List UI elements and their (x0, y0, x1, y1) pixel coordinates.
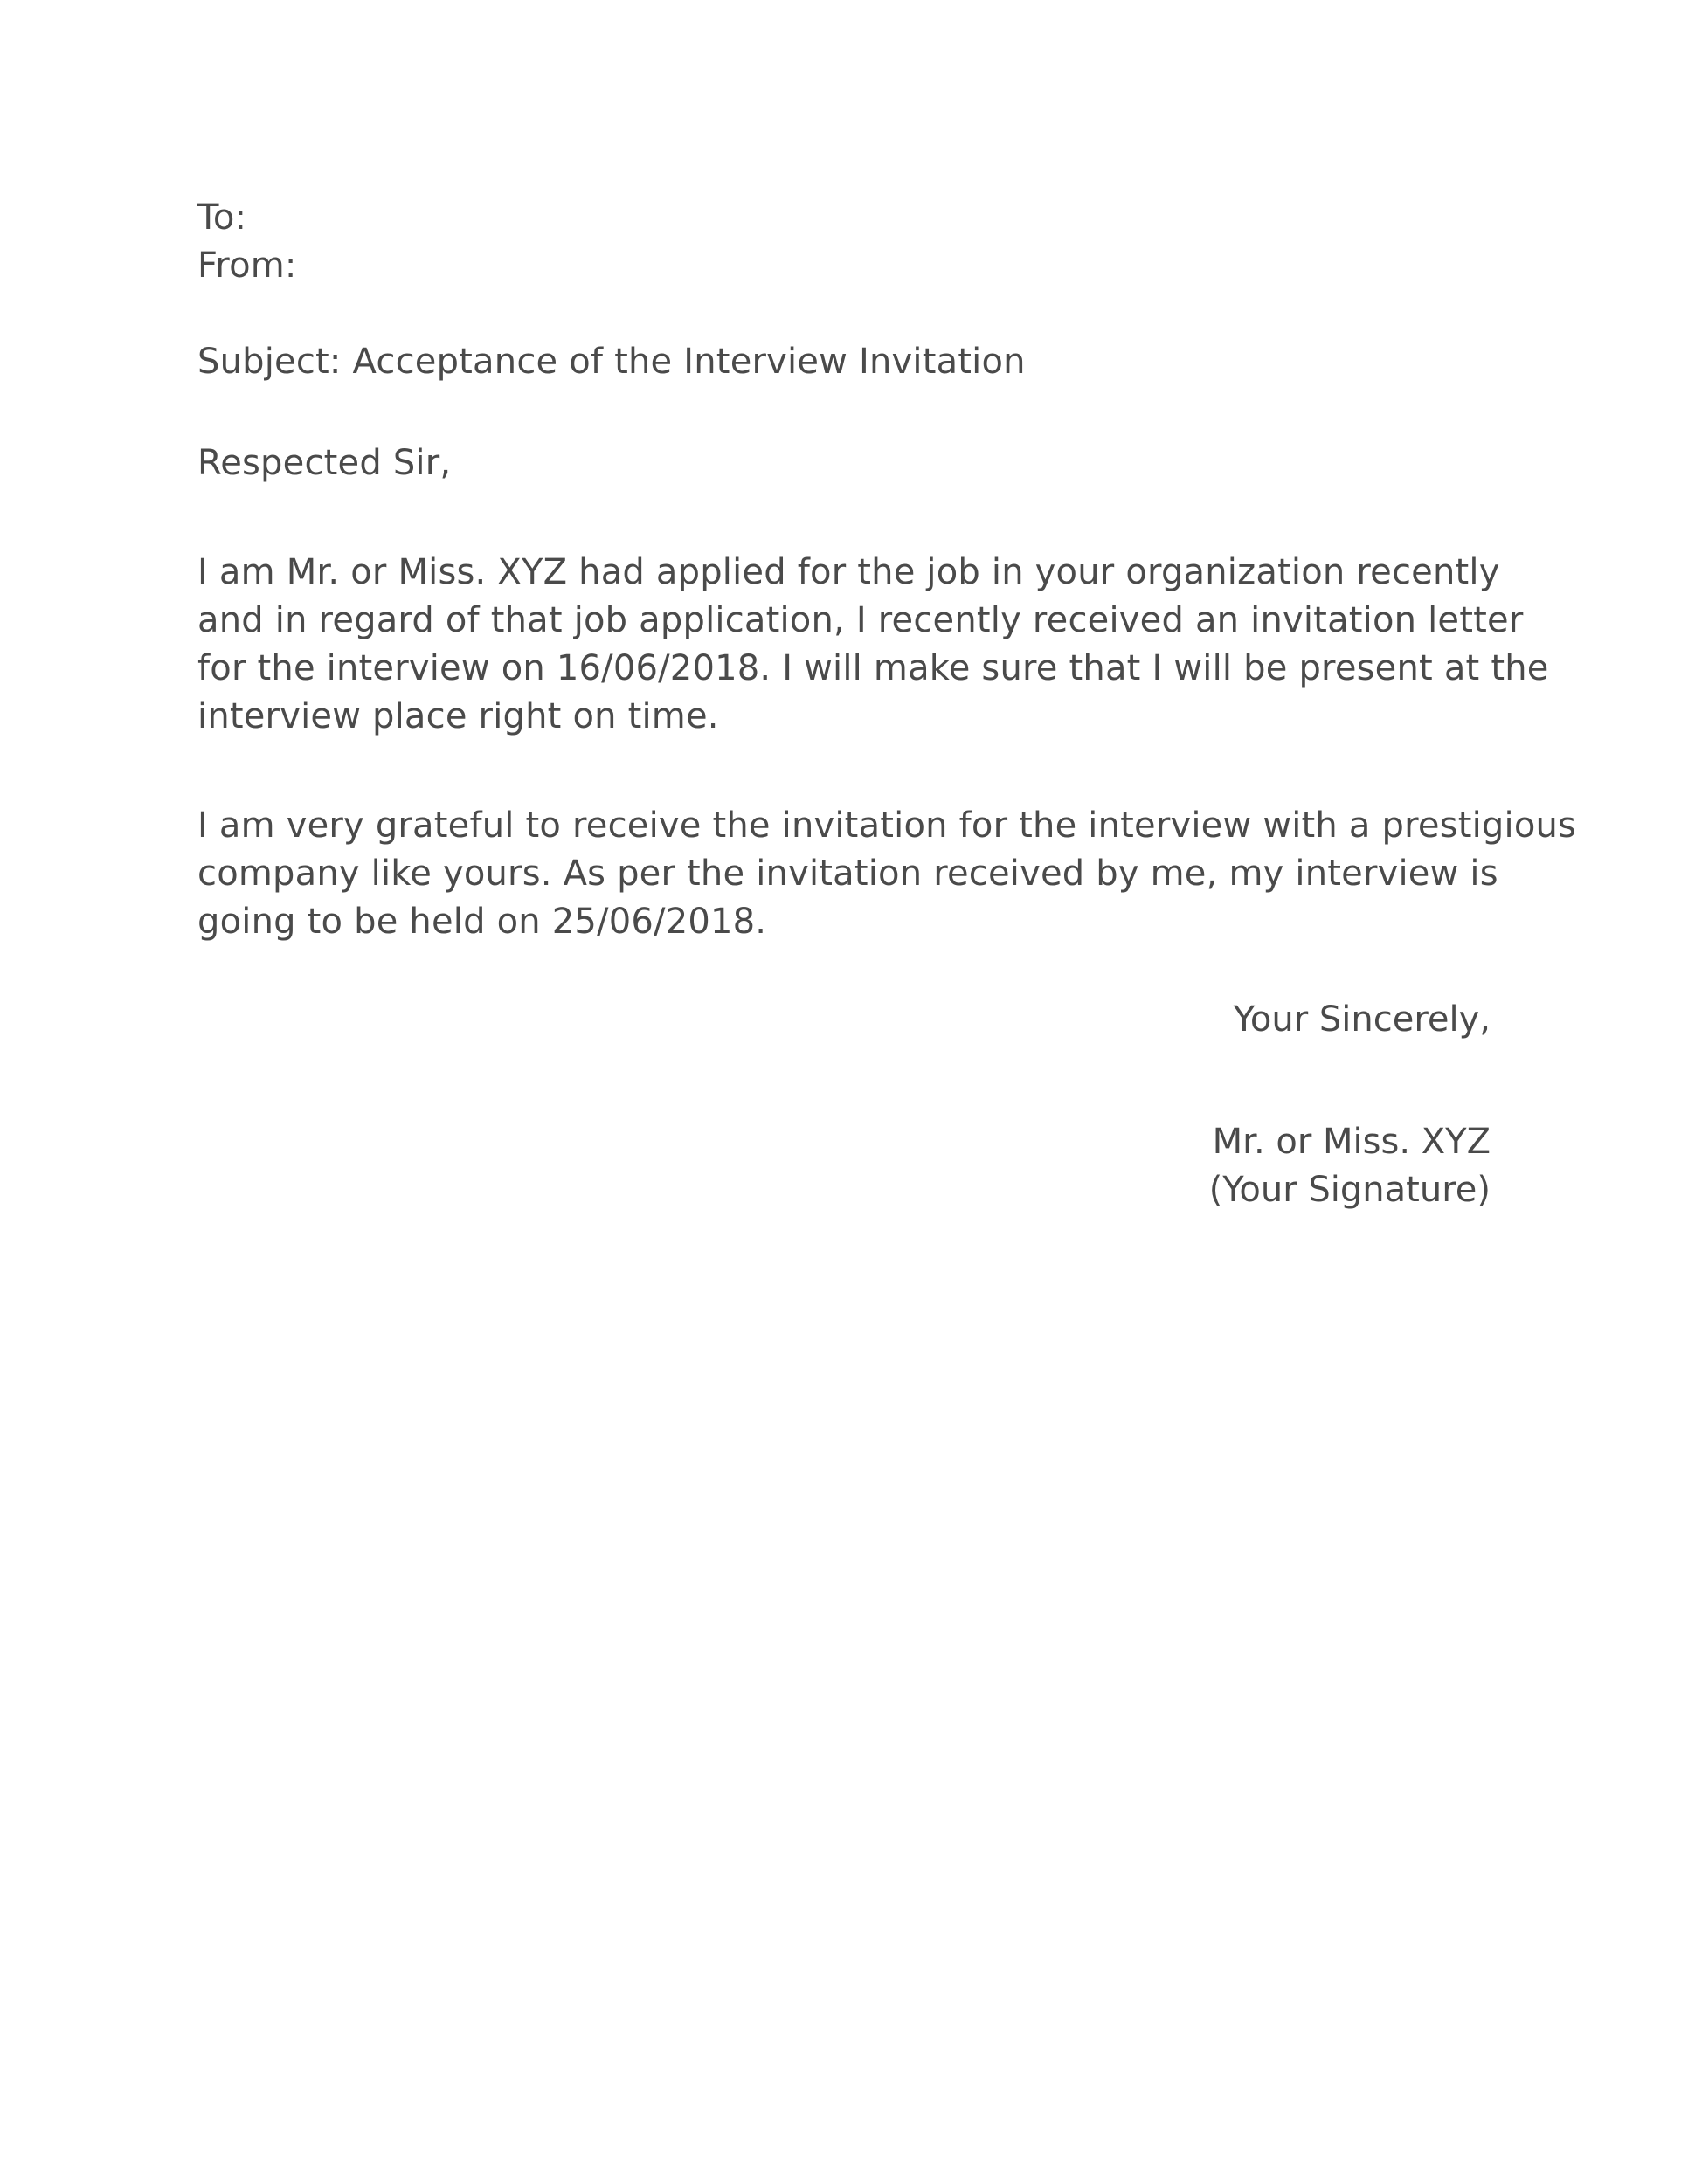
signature-block (1209, 1118, 1491, 1214)
paragraph-1-line: I am Mr. or Miss. XYZ had applied for the job in your organization recently (197, 552, 1500, 592)
valediction: Your Sincerely, (1233, 999, 1491, 1040)
paragraph-2 (197, 802, 1577, 946)
from-line: From: (197, 245, 297, 286)
paragraph-2-line: going to be held on 25/06/2018. (197, 902, 767, 942)
paragraph-2-line: I am very grateful to receive the invitation for the interview with a prestigious (197, 805, 1577, 846)
sender-name: Mr. or Miss. XYZ (1212, 1122, 1491, 1162)
paragraph-2-line: company like yours. As per the invitation received by me, my interview is (197, 854, 1498, 894)
paragraph-1-line: for the interview on 16/06/2018. I will make sure that I will be present at the (197, 648, 1549, 688)
paragraph-1 (197, 549, 1549, 741)
to-line: To: (197, 197, 247, 238)
closing-valediction-block (1234, 996, 1491, 1044)
letter-body (197, 194, 1577, 946)
paragraph-1-line: and in regard of that job application, I recently received an invitation letter (197, 600, 1524, 640)
signature-placeholder: (Your Signature) (1208, 1170, 1491, 1210)
salutation: Respected Sir, (197, 443, 452, 483)
paragraph-1-line: interview place right on time. (197, 696, 719, 736)
subject-line: Subject: Acceptance of the Interview Invitation (197, 342, 1026, 382)
